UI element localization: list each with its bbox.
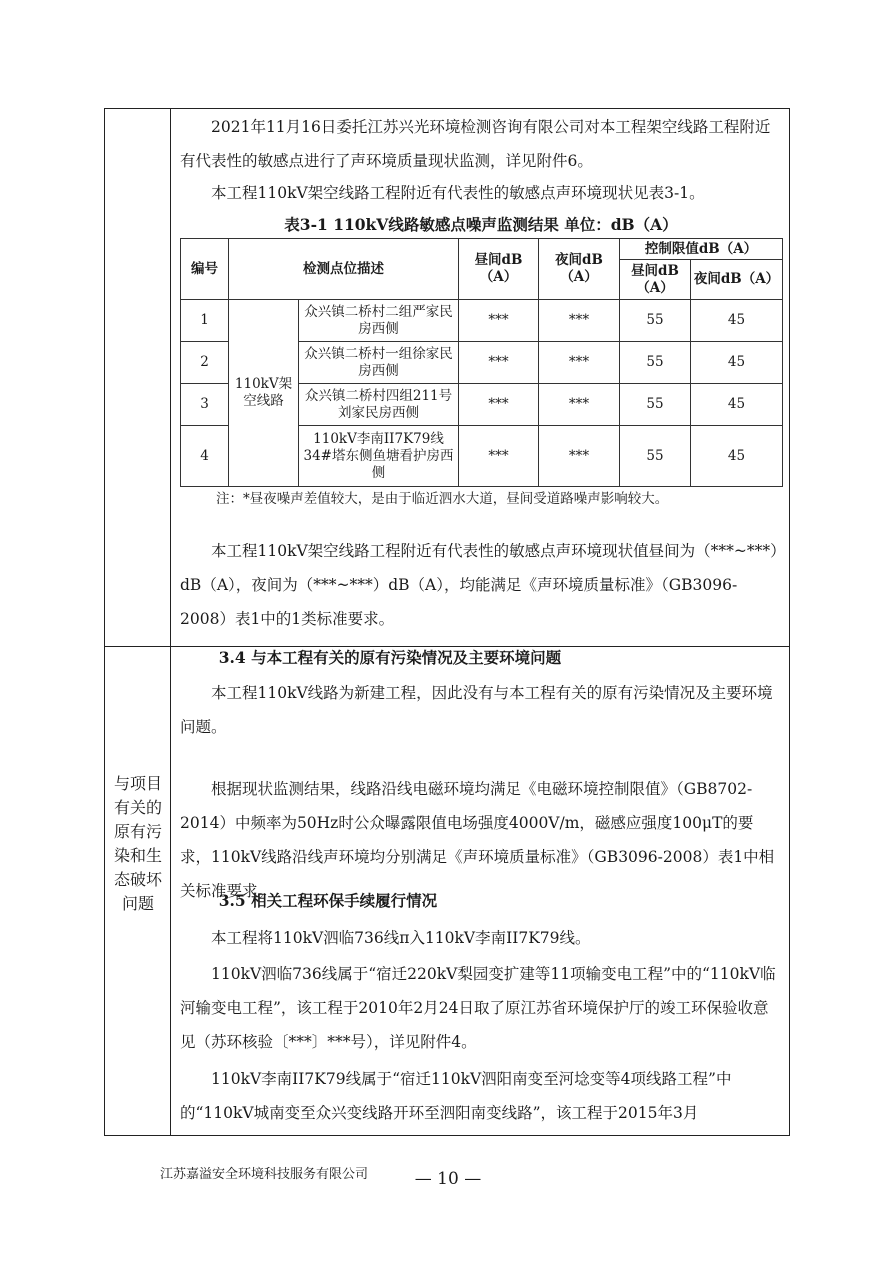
header-no: 编号	[181, 239, 229, 300]
row-limit-day: 55	[620, 342, 691, 384]
paragraph-new-project: 本工程110kV线路为新建工程，因此没有与本工程有关的原有污染情况及主要环境问题。	[180, 684, 773, 736]
row-group: 110kV架空线路	[229, 300, 299, 487]
paragraph-table-ref: 本工程110kV架空线路工程附近有代表性的敏感点声环境现状见表3-1。	[211, 184, 705, 202]
row-limit-day: 55	[620, 384, 691, 426]
header-day: 昼间dB（A）	[459, 239, 539, 300]
row-no: 3	[181, 384, 229, 426]
paragraph-em-compliance: 根据现状监测结果，线路沿线电磁环境均满足《电磁环境控制限值》（GB8702-2014）中频率为50Hz时公众曝露限值电场强度4000V/m，磁感应强度100μT的要求，110kV线路沿线声环境均分别满足《声环境质量标准》（GB3096-2008）表1中相关标准要求。	[180, 780, 775, 900]
header-night: 夜间dB（A）	[539, 239, 620, 300]
row-desc: 众兴镇二桥村二组严家民房西侧	[299, 300, 459, 342]
header-limit-day: 昼间dB（A）	[620, 260, 691, 300]
paragraph-noise-summary: 本工程110kV架空线路工程附近有代表性的敏感点声环境现状值昼间为（***~***）dB（A），夜间为（***~***）dB（A），均能满足《声环境质量标准》（GB3096-2008）表1中的1类标准要求。	[180, 542, 778, 628]
row-night: ***	[539, 384, 620, 426]
row-night: ***	[539, 300, 620, 342]
row-desc: 众兴镇二桥村一组徐家民房西侧	[299, 342, 459, 384]
header-desc: 检测点位描述	[229, 239, 459, 300]
heading-3-5: 3.5 相关工程环保手续履行情况	[218, 891, 438, 910]
page-number: — 10 —	[414, 1169, 482, 1189]
row-limit-night: 45	[691, 342, 783, 384]
row-limit-day: 55	[620, 426, 691, 487]
row-limit-night: 45	[691, 384, 783, 426]
footer-company: 江苏嘉溢安全环境科技服务有限公司	[160, 1167, 369, 1182]
table-note: 注：*昼夜噪声差值较大，是由于临近泗水大道，昼间受道路噪声影响较大。	[216, 491, 669, 507]
row-day: ***	[459, 384, 539, 426]
paragraph-monitoring-intro: 2021年11月16日委托江苏兴光环境检测咨询有限公司对本工程架空线路工程附近有代表性的敏感点进行了声环境质量现状监测，详见附件6。	[180, 118, 771, 170]
row-desc: 众兴镇二桥村四组211号刘家民房西侧	[299, 384, 459, 426]
row-limit-day: 55	[620, 300, 691, 342]
table-row	[181, 300, 783, 342]
row-night: ***	[539, 342, 620, 384]
row-day: ***	[459, 342, 539, 384]
header-limit: 控制限值dB（A）	[620, 239, 783, 260]
row-no: 1	[181, 300, 229, 342]
row-day: ***	[459, 300, 539, 342]
side-label: 与项目有关的原有污染和生态破坏问题	[113, 774, 162, 913]
row-no: 4	[181, 426, 229, 487]
paragraph-line-736: 110kV泗临736线属于“宿迁220kV梨园变扩建等11项输变电工程”中的“110kV临河输变电工程”，该工程于2010年2月24日取了原江苏省环境保护厅的竣工环保验收意见（苏环核验〔***〕***号），详见附件4。	[180, 965, 776, 1051]
row-limit-night: 45	[691, 426, 783, 487]
paragraph-pi-in: 本工程将110kV泗临736线π入110kV李南II7K79线。	[211, 929, 591, 947]
row-no: 2	[181, 342, 229, 384]
column-divider	[170, 108, 171, 1136]
table-caption: 表3-1 110kV线路敏感点噪声监测结果 单位：dB（A）	[284, 215, 678, 234]
row-night: ***	[539, 426, 620, 487]
noise-table	[180, 238, 783, 487]
header-limit-night: 夜间dB（A）	[691, 260, 783, 300]
row-desc: 110kV李南II7K79线34#塔东侧鱼塘看护房西侧	[299, 426, 459, 487]
row-day: ***	[459, 426, 539, 487]
row-limit-night: 45	[691, 300, 783, 342]
heading-3-4: 3.4 与本工程有关的原有污染情况及主要环境问题	[218, 648, 562, 667]
paragraph-line-ii7k79: 110kV李南II7K79线属于“宿迁110kV泗阳南变至河埝变等4项线路工程”中的“110kV城南变至众兴变线路开环至泗阳南变线路”，该工程于2015年3月	[180, 1070, 732, 1122]
